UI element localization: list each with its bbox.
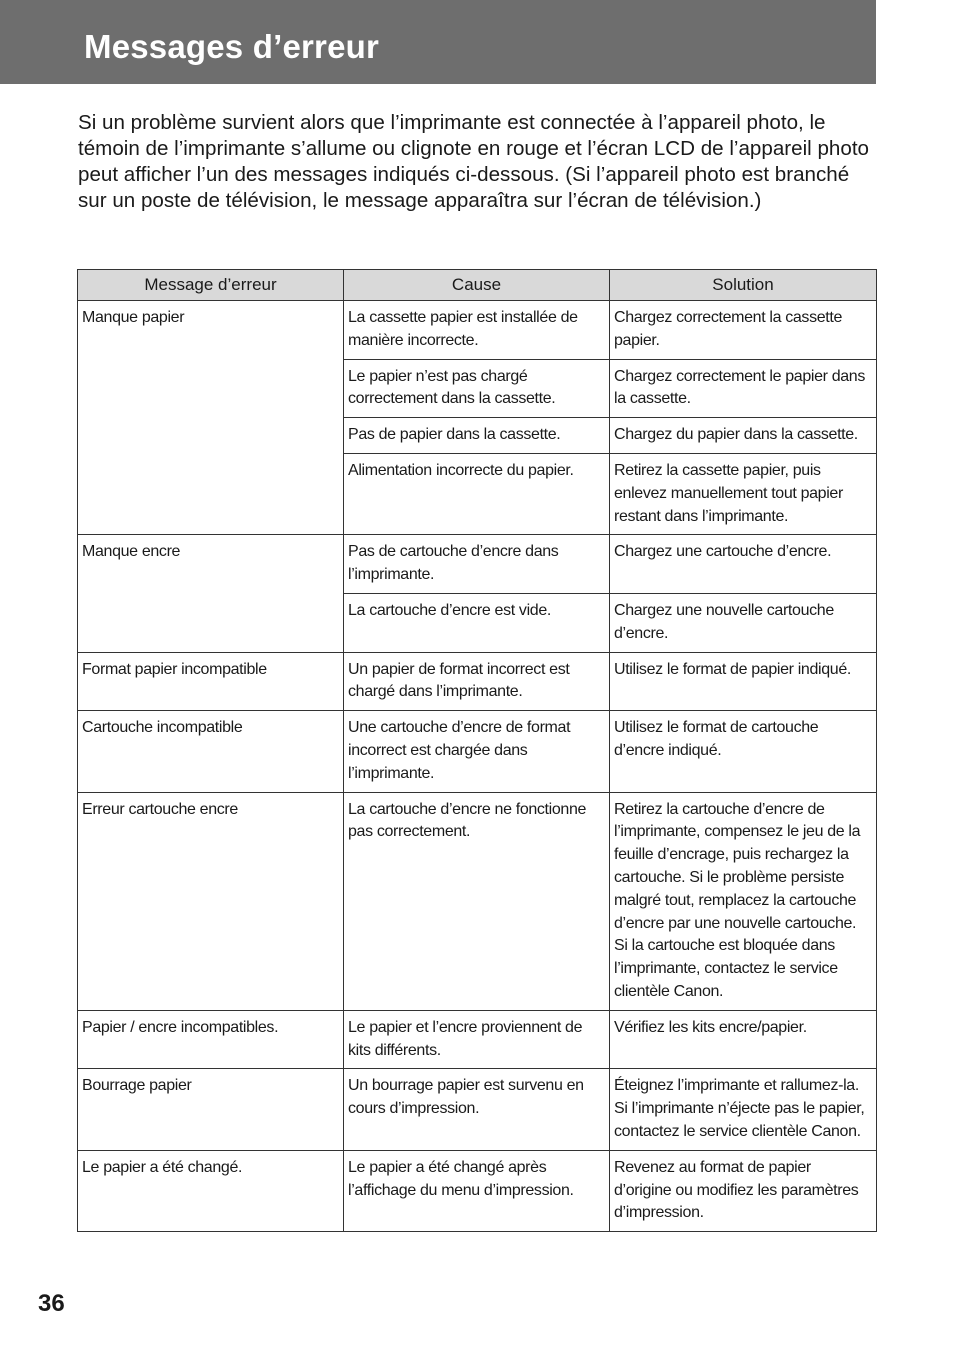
solution-cell [610,593,877,652]
cause-cell [344,418,610,454]
solution-cell [610,535,877,594]
cause-text: Le papier a été changé après l’affichage du menu d’impression. [348,1158,574,1199]
cause-cell [344,1069,610,1150]
error-message-cell [78,301,344,535]
table-row [78,535,877,594]
cause-text: Le papier n’est pas chargé correctement dans la cassette. [348,367,556,408]
error-message-cell [78,652,344,711]
page-number: 36 [38,1290,65,1317]
cause-cell [344,711,610,792]
cause-text: Le papier et l’encre proviennent de kits différents. [348,1018,583,1059]
cause-cell [344,1010,610,1069]
table-row [78,1150,877,1231]
cause-text: Un papier de format incorrect est chargé dans l’imprimante. [348,660,570,701]
cause-text: La cassette papier est installée de manière incorrecte. [348,309,578,349]
header-cause: Cause [344,270,610,301]
cause-cell [344,535,610,594]
solution-text: Utilisez le format de papier indiqué. [614,660,851,678]
table-header-row [78,270,877,301]
error-message-text: Manque papier [82,309,185,326]
solution-cell [610,418,877,454]
solution-text: Chargez correctement la cassette papier. [614,309,843,349]
cause-cell [344,453,610,534]
table-body [78,301,877,1232]
cause-text: Une cartouche d’encre de format incorrect est chargée dans l’imprimante. [348,719,571,782]
error-messages-table [77,269,877,1232]
cause-cell [344,652,610,711]
solution-cell [610,359,877,418]
table-row [78,792,877,1010]
solution-text: Vérifiez les kits encre/papier. [614,1018,807,1036]
cause-cell [344,301,610,360]
error-message-text: Le papier a été changé. [82,1158,243,1176]
cause-cell [344,359,610,418]
solution-cell [610,1010,877,1069]
cause-cell [344,593,610,652]
solution-text: Chargez correctement le papier dans la cassette. [614,367,866,408]
solution-text: Retirez la cartouche d’encre de l’imprimante, compensez le jeu de la feuille d’encrage, puis rechargez la cartouche. Si le problème persiste malgré tout, remplacez la cartouche d’encre par une nouvelle cartouche. Si la cartouche est bloquée dans l’imprimante, contactez le service clientèle Canon. [614,800,861,1000]
error-message-text: Erreur cartouche encre [82,800,238,818]
error-message-cell [78,711,344,792]
table-row [78,301,877,360]
table-row [78,1069,877,1150]
cause-text: Alimentation incorrecte du papier. [348,461,574,479]
error-message-cell [78,1150,344,1231]
cause-text: La cartouche d’encre est vide. [348,601,551,619]
solution-text: Éteignez l’imprimante et rallumez-la. Si l’imprimante n’éjecte pas le papier, contactez le service clientèle Canon. [614,1077,865,1140]
header-solution: Solution [610,270,877,301]
solution-text: Chargez une cartouche d’encre. [614,543,832,561]
error-message-text: Format papier incompatible [82,660,267,678]
error-message-cell [78,792,344,1010]
cause-cell [344,792,610,1010]
error-message-cell [78,1010,344,1069]
cause-text: Un bourrage papier est survenu en cours d’impression. [348,1077,584,1118]
error-message-cell [78,535,344,652]
error-message-text: Manque encre [82,543,181,561]
title-bar [0,0,876,84]
cause-text: Pas de cartouche d’encre dans l’imprimante. [348,543,559,584]
solution-cell [610,1150,877,1231]
solution-cell [610,1069,877,1150]
intro-paragraph: Si un problème survient alors que l’imprimante est connectée à l’appareil photo, le témoin de l’imprimante s’allume ou clignote en rouge et l’écran LCD de l’appareil photo peut afficher l’un des messages indiqués ci-dessous. (Si l’appareil photo est branché sur un poste de télévision, le message apparaîtra sur l’écran de télévision.) [78,111,870,212]
error-message-text: Bourrage papier [82,1077,192,1095]
solution-text: Retirez la cassette papier, puis enlevez manuellement tout papier restant dans l’imprimante. [614,461,843,525]
solution-text: Chargez du papier dans la cassette. [614,426,858,444]
table-row [78,652,877,711]
solution-cell [610,792,877,1010]
table-row [78,1010,877,1069]
error-message-cell [78,1069,344,1150]
solution-cell [610,301,877,360]
solution-text: Revenez au format de papier d’origine ou modifiez les paramètres d’impression. [614,1158,859,1222]
table-row [78,711,877,792]
solution-text: Utilisez le format de cartouche d’encre indiqué. [614,719,819,759]
cause-text: La cartouche d’encre ne fonctionne pas correctement. [348,800,587,841]
solution-cell [610,453,877,534]
error-message-text: Papier / encre incompatibles. [82,1018,279,1036]
cause-text: Pas de papier dans la cassette. [348,426,561,444]
error-message-text: Cartouche incompatible [82,719,243,737]
solution-cell [610,711,877,792]
header-message: Message d’erreur [78,270,344,301]
cause-cell [344,1150,610,1231]
solution-text: Chargez une nouvelle cartouche d’encre. [614,601,834,642]
solution-cell [610,652,877,711]
page-title: Messages d’erreur [84,28,380,65]
